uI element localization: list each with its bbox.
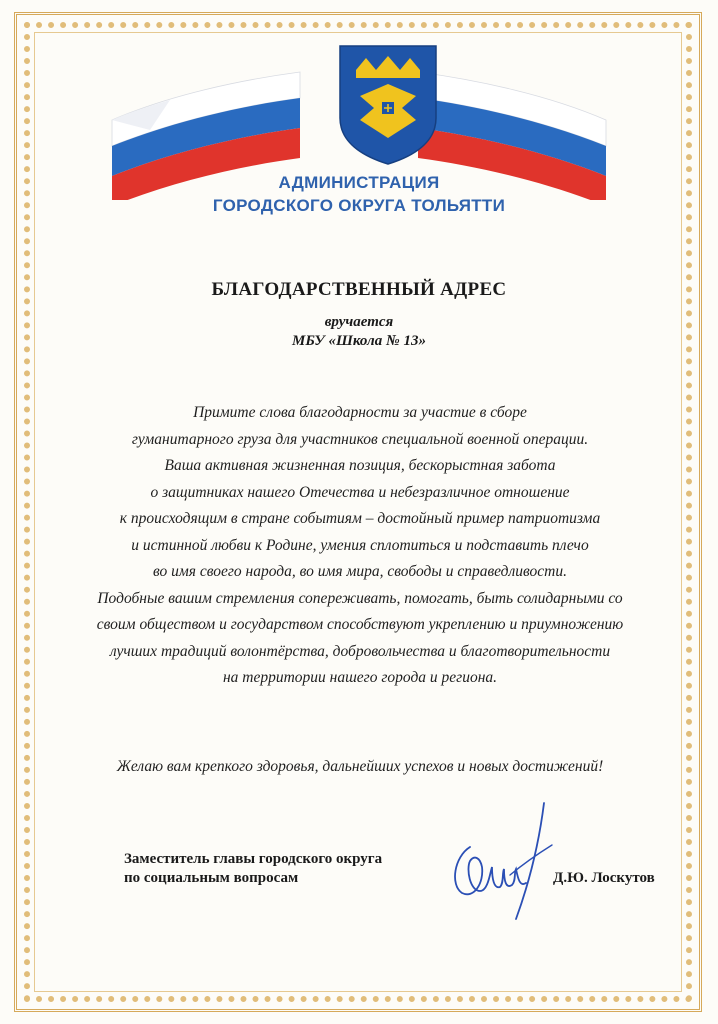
body-line: гуманитарного груза для участников специальной военной операции. (131, 430, 589, 448)
org-name-line2: ГОРОДСКОГО ОКРУГА ТОЛЬЯТТИ (212, 196, 506, 215)
body-line: на территории нашего города и региона. (222, 669, 498, 686)
body-line: во имя своего народа, во имя мира, свободы и справедливости. (152, 563, 567, 580)
presented-label: вручается (324, 314, 394, 330)
document-title: БЛАГОДАРСТВЕННЫЙ АДРЕС (211, 279, 507, 300)
flag-ribbon (0, 0, 718, 200)
body-line: своим обществом и государством способствуют укреплению и приумножению (96, 616, 624, 633)
signer-name: Д.Ю. Лоскутов (553, 870, 655, 886)
body-line: и истинной любви к Родине, умения сплотиться и подставить плечо (131, 536, 589, 554)
body-line: Ваша активная жизненная позиция, бескорыстная забота (164, 457, 556, 474)
body-text (60, 400, 660, 692)
body-line: лучших традиций волонтёрства, добровольчества и благотворительности (109, 642, 611, 660)
recipient-name: МБУ «Школа № 13» (292, 333, 426, 349)
signer-position-line1: Заместитель главы городского округа (124, 851, 383, 867)
org-name-line1: АДМИНИСТРАЦИЯ (278, 173, 440, 192)
body-line: Примите слова благодарности за участие в сборе (193, 404, 527, 421)
body-line: о защитниках нашего Отечества и небезразличное отношение (150, 483, 570, 501)
closing-wish: Желаю вам крепкого здоровья, дальнейших успехов и новых достижений! (116, 758, 604, 775)
body-line: к происходящим в стране событиям – достойный пример патриотизма (119, 510, 601, 527)
handwritten-signature (440, 795, 570, 925)
body-line: Подобные вашим стремления сопереживать, помогать, быть солидарными со (97, 589, 623, 607)
coat-of-arms-icon (340, 46, 436, 164)
signer-position-line2: по социальным вопросам (124, 870, 299, 886)
